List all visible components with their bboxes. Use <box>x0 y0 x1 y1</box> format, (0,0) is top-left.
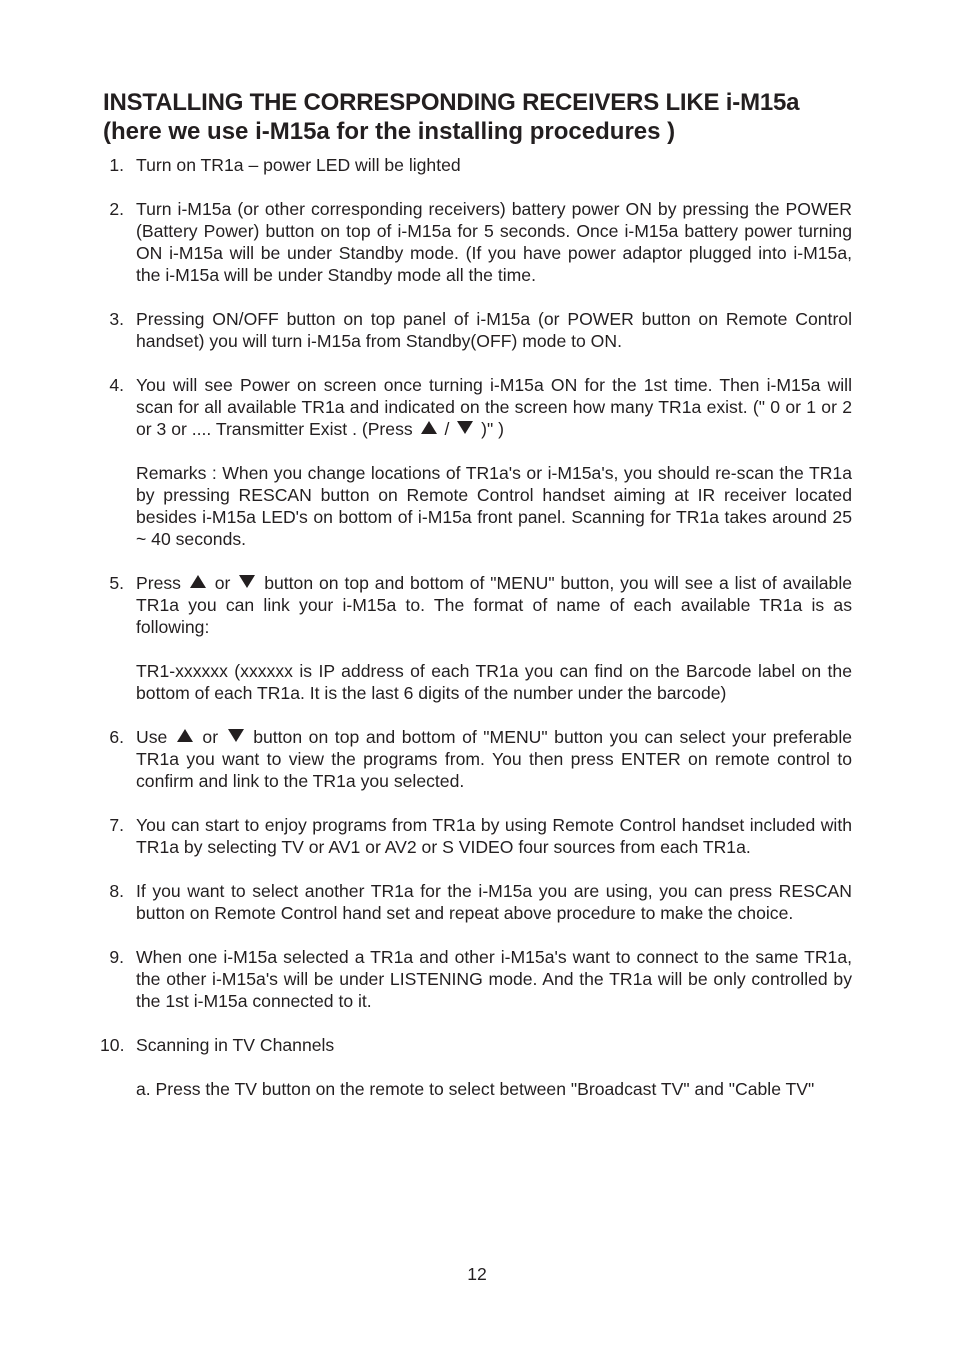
down-triangle-icon <box>239 575 255 588</box>
step-3 <box>100 308 852 352</box>
step-text-part: / <box>444 419 450 439</box>
step-text: Turn on TR1a – power LED will be lighted <box>136 155 461 175</box>
step-text: Scanning in TV Channels <box>136 1035 335 1055</box>
step-number: 7. <box>109 815 124 835</box>
step-text-part: button on top and bottom of "MENU" button, you will see a list of available TR1a you can link your i-M15a to. The format of name of each available TR1a is as following: <box>136 573 853 637</box>
up-triangle-icon <box>421 421 437 434</box>
step-number: 3. <box>109 309 124 329</box>
step-remark: Remarks : When you change locations of TR1a's or i-M15a's, you should re-scan the TR1a by pressing RESCAN button on Remote Control handset aiming at IR receiver located besides i-M15a LED's on bottom of i-M15a front panel. Scanning for TR1a takes around 25 ~ 40 seconds. <box>136 463 852 549</box>
step-text: You can start to enjoy programs from TR1a by using Remote Control handset included with TR1a by selecting TV or AV1 or AV2 or S VIDEO four sources from each TR1a. <box>136 815 852 857</box>
step-remark: TR1-xxxxxx (xxxxxx is IP address of each TR1a you can find on the Barcode label on the bottom of each TR1a. It is the last 6 digits of the number under the barcode) <box>136 661 852 703</box>
step-10 <box>100 1034 852 1100</box>
step-text-part: or <box>202 727 219 747</box>
step-text-part: You will see Power on screen once turning i-M15a ON for the 1st time. Then i-M15a will scan for all available TR1a and indicated on the screen how many TR1a exist. (" 0 or 1 or 2 or 3 or .... Transmitter Exist . (Press <box>136 375 852 439</box>
step-number: 6. <box>109 727 124 747</box>
step-number: 1. <box>109 155 124 175</box>
step-5 <box>100 572 852 704</box>
step-text-part: or <box>214 573 231 593</box>
step-9 <box>100 946 852 1012</box>
up-triangle-icon <box>177 729 193 742</box>
step-4 <box>100 374 852 550</box>
step-6 <box>100 726 852 792</box>
step-remark: a. Press the TV button on the remote to select between "Broadcast TV" and "Cable TV" <box>136 1079 815 1099</box>
step-text: When one i-M15a selected a TR1a and other i-M15a's want to connect to the same TR1a, the other i-M15a's will be under LISTENING mode. And the TR1a will be only controlled by the 1st i-M15a connected to it. <box>136 947 852 1011</box>
page-number: 12 <box>467 1264 487 1284</box>
step-number: 8. <box>109 881 124 901</box>
step-number: 10. <box>100 1035 125 1055</box>
step-text-part: )" ) <box>481 419 504 439</box>
step-number: 9. <box>109 947 124 967</box>
page-subtitle: (here we use i-M15a for the installing procedures ) <box>103 118 676 145</box>
step-text: If you want to select another TR1a for the i-M15a you are using, you can press RESCAN button on Remote Control hand set and repeat above procedure to make the choice. <box>136 881 852 923</box>
step-number: 5. <box>109 573 124 593</box>
steps-list <box>100 154 852 1100</box>
step-number: 4. <box>109 375 124 395</box>
step-number: 2. <box>109 199 124 219</box>
down-triangle-icon <box>457 421 473 434</box>
step-8 <box>100 880 852 924</box>
step-text <box>136 572 852 638</box>
step-text: Pressing ON/OFF button on top panel of i-M15a (or POWER button on Remote Control handset) you will turn i-M15a from Standby(OFF) mode to ON. <box>136 309 852 351</box>
step-1 <box>100 154 852 176</box>
step-text-part: button on top and bottom of "MENU" button you can select your preferable TR1a you want to view the programs from. You then press ENTER on remote control to confirm and link to the TR1a you selected. <box>136 727 853 791</box>
step-2 <box>100 198 852 286</box>
step-7 <box>100 814 852 858</box>
step-text <box>136 374 852 440</box>
up-triangle-icon <box>190 575 206 588</box>
down-triangle-icon <box>228 729 244 742</box>
step-text: Turn i-M15a (or other corresponding receivers) battery power ON by pressing the POWER (Battery Power) button on top of i-M15a for 5 seconds. Once i-M15a battery power turning ON i-M15a will be under Standby mode. (If you have power adaptor plugged into i-M15a, the i-M15a will be under Standby mode all the time. <box>136 199 852 285</box>
step-text-part: Use <box>136 727 168 747</box>
step-text <box>136 726 852 792</box>
step-text-part: Press <box>136 573 181 593</box>
page-title: INSTALLING THE CORRESPONDING RECEIVERS LIKE i-M15a <box>103 89 800 116</box>
